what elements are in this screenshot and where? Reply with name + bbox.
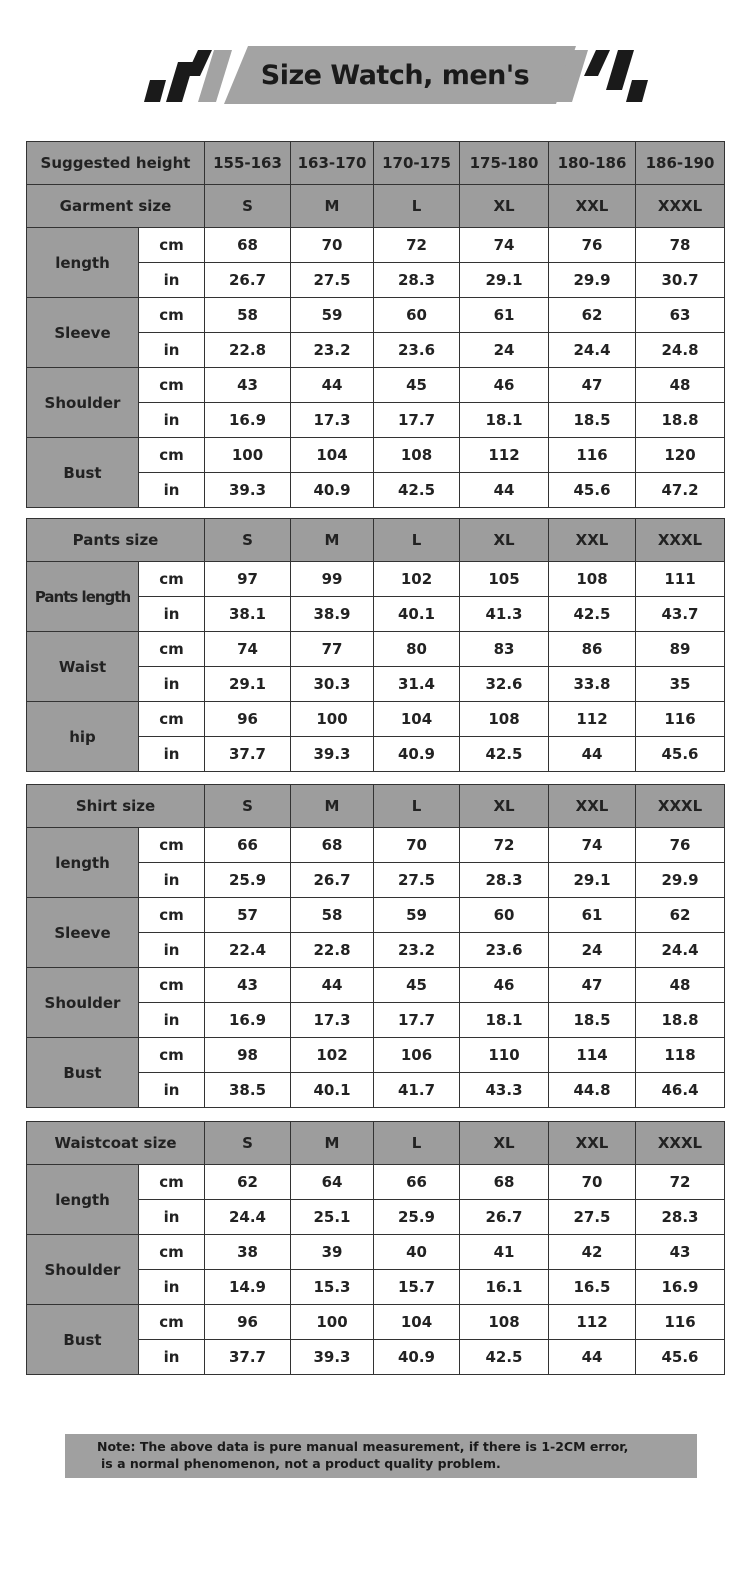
measure-value: 45 bbox=[374, 968, 460, 1003]
table-label: Waistcoat size bbox=[27, 1122, 205, 1165]
measure-value: 44 bbox=[549, 737, 636, 772]
unit-label: cm bbox=[139, 702, 205, 737]
measure-value: 108 bbox=[460, 1305, 549, 1340]
measure-value: 42.5 bbox=[460, 737, 549, 772]
measure-value: 108 bbox=[374, 438, 460, 473]
measure-value: 23.6 bbox=[374, 333, 460, 368]
measure-label: Shoulder bbox=[27, 368, 139, 438]
measure-value: 60 bbox=[374, 298, 460, 333]
unit-label: cm bbox=[139, 368, 205, 403]
measure-value: 28.3 bbox=[636, 1200, 725, 1235]
measure-value: 16.5 bbox=[549, 1270, 636, 1305]
size-heading: M bbox=[291, 1122, 374, 1165]
unit-label: cm bbox=[139, 1038, 205, 1073]
size-header-row bbox=[27, 1122, 725, 1165]
measure-value: 30.7 bbox=[636, 263, 725, 298]
measure-row bbox=[27, 632, 725, 667]
note-line-2: is a normal phenomenon, not a product quality problem. bbox=[101, 1456, 501, 1471]
measure-value: 14.9 bbox=[205, 1270, 291, 1305]
measure-value: 15.7 bbox=[374, 1270, 460, 1305]
measure-value: 44 bbox=[460, 473, 549, 508]
measure-value: 16.1 bbox=[460, 1270, 549, 1305]
measure-value: 26.7 bbox=[205, 263, 291, 298]
measure-value: 59 bbox=[291, 298, 374, 333]
measure-value: 37.7 bbox=[205, 737, 291, 772]
measure-value: 76 bbox=[549, 228, 636, 263]
measure-value: 24 bbox=[460, 333, 549, 368]
unit-label: in bbox=[139, 667, 205, 702]
measure-value: 68 bbox=[460, 1165, 549, 1200]
measure-value: 23.6 bbox=[460, 933, 549, 968]
measure-value: 42 bbox=[549, 1235, 636, 1270]
measure-value: 104 bbox=[374, 1305, 460, 1340]
measure-value: 44.8 bbox=[549, 1073, 636, 1108]
measure-row bbox=[27, 968, 725, 1003]
measure-value: 27.5 bbox=[549, 1200, 636, 1235]
unit-label: cm bbox=[139, 898, 205, 933]
measure-row bbox=[27, 828, 725, 863]
measure-value: 17.7 bbox=[374, 403, 460, 438]
measure-value: 25.1 bbox=[291, 1200, 374, 1235]
measure-value: 111 bbox=[636, 562, 725, 597]
size-heading: S bbox=[205, 1122, 291, 1165]
measure-value: 26.7 bbox=[291, 863, 374, 898]
measure-value: 26.7 bbox=[460, 1200, 549, 1235]
measure-value: 43 bbox=[636, 1235, 725, 1270]
measure-label: length bbox=[27, 228, 139, 298]
measure-value: 112 bbox=[549, 702, 636, 737]
unit-label: cm bbox=[139, 828, 205, 863]
measure-value: 59 bbox=[374, 898, 460, 933]
measure-row bbox=[27, 1235, 725, 1270]
measure-value: 39 bbox=[291, 1235, 374, 1270]
size-heading: XXXL bbox=[636, 185, 725, 228]
size-heading: L bbox=[374, 1122, 460, 1165]
size-header-row bbox=[27, 785, 725, 828]
measure-value: 38.1 bbox=[205, 597, 291, 632]
table-label: Shirt size bbox=[27, 785, 205, 828]
measure-value: 22.8 bbox=[291, 933, 374, 968]
size-heading: XXL bbox=[549, 785, 636, 828]
measure-value: 43 bbox=[205, 368, 291, 403]
measurement-note bbox=[65, 1434, 697, 1478]
measure-value: 28.3 bbox=[374, 263, 460, 298]
unit-label: in bbox=[139, 1073, 205, 1108]
unit-label: in bbox=[139, 1200, 205, 1235]
left-stripes-decoration bbox=[144, 50, 232, 102]
size-heading: XXL bbox=[549, 519, 636, 562]
size-table-4 bbox=[26, 1121, 725, 1375]
measure-value: 112 bbox=[460, 438, 549, 473]
size-header-row bbox=[27, 185, 725, 228]
size-header-row bbox=[27, 519, 725, 562]
measure-value: 43 bbox=[205, 968, 291, 1003]
measure-value: 99 bbox=[291, 562, 374, 597]
measure-row bbox=[27, 702, 725, 737]
measure-value: 70 bbox=[374, 828, 460, 863]
unit-label: in bbox=[139, 263, 205, 298]
measure-value: 100 bbox=[291, 1305, 374, 1340]
measure-value: 44 bbox=[549, 1340, 636, 1375]
measure-value: 110 bbox=[460, 1038, 549, 1073]
measure-value: 29.1 bbox=[205, 667, 291, 702]
size-heading: XXL bbox=[549, 1122, 636, 1165]
measure-value: 61 bbox=[460, 298, 549, 333]
measure-value: 31.4 bbox=[374, 667, 460, 702]
unit-label: cm bbox=[139, 1235, 205, 1270]
size-heading: S bbox=[205, 785, 291, 828]
measure-value: 40.9 bbox=[374, 737, 460, 772]
measure-value: 30.3 bbox=[291, 667, 374, 702]
size-heading: XL bbox=[460, 785, 549, 828]
unit-label: cm bbox=[139, 1305, 205, 1340]
measure-value: 39.3 bbox=[291, 737, 374, 772]
measure-row bbox=[27, 1038, 725, 1073]
unit-label: in bbox=[139, 403, 205, 438]
measure-row bbox=[27, 438, 725, 473]
size-heading: XXXL bbox=[636, 785, 725, 828]
measure-value: 72 bbox=[636, 1165, 725, 1200]
measure-value: 29.9 bbox=[549, 263, 636, 298]
measure-value: 74 bbox=[460, 228, 549, 263]
measure-value: 40.9 bbox=[291, 473, 374, 508]
measure-value: 29.1 bbox=[460, 263, 549, 298]
measure-value: 29.1 bbox=[549, 863, 636, 898]
measure-value: 45 bbox=[374, 368, 460, 403]
height-range: 175-180 bbox=[460, 142, 549, 185]
measure-value: 24.4 bbox=[205, 1200, 291, 1235]
measure-value: 37.7 bbox=[205, 1340, 291, 1375]
height-range: 155-163 bbox=[205, 142, 291, 185]
measure-value: 46.4 bbox=[636, 1073, 725, 1108]
measure-value: 78 bbox=[636, 228, 725, 263]
measure-value: 23.2 bbox=[374, 933, 460, 968]
measure-value: 96 bbox=[205, 1305, 291, 1340]
measure-value: 24 bbox=[549, 933, 636, 968]
measure-value: 76 bbox=[636, 828, 725, 863]
measure-value: 43.3 bbox=[460, 1073, 549, 1108]
unit-label: in bbox=[139, 333, 205, 368]
measure-value: 43.7 bbox=[636, 597, 725, 632]
measure-value: 18.1 bbox=[460, 403, 549, 438]
measure-value: 27.5 bbox=[291, 263, 374, 298]
measure-value: 47.2 bbox=[636, 473, 725, 508]
size-heading: M bbox=[291, 519, 374, 562]
measure-value: 102 bbox=[374, 562, 460, 597]
size-table-3 bbox=[26, 784, 725, 1108]
measure-label: length bbox=[27, 1165, 139, 1235]
measure-value: 120 bbox=[636, 438, 725, 473]
measure-value: 45.6 bbox=[636, 737, 725, 772]
measure-value: 74 bbox=[549, 828, 636, 863]
measure-value: 100 bbox=[205, 438, 291, 473]
measure-value: 70 bbox=[549, 1165, 636, 1200]
measure-value: 48 bbox=[636, 968, 725, 1003]
measure-value: 18.8 bbox=[636, 1003, 725, 1038]
measure-value: 38.9 bbox=[291, 597, 374, 632]
measure-value: 40.1 bbox=[374, 597, 460, 632]
measure-value: 23.2 bbox=[291, 333, 374, 368]
measure-value: 104 bbox=[374, 702, 460, 737]
measure-value: 45.6 bbox=[636, 1340, 725, 1375]
measure-value: 66 bbox=[205, 828, 291, 863]
measure-value: 72 bbox=[374, 228, 460, 263]
size-heading: XXL bbox=[549, 185, 636, 228]
measure-value: 38.5 bbox=[205, 1073, 291, 1108]
measure-label: Bust bbox=[27, 438, 139, 508]
measure-value: 44 bbox=[291, 968, 374, 1003]
right-stripes-decoration bbox=[554, 50, 648, 102]
measure-value: 60 bbox=[460, 898, 549, 933]
measure-value: 64 bbox=[291, 1165, 374, 1200]
measure-label: hip bbox=[27, 702, 139, 772]
measure-value: 40 bbox=[374, 1235, 460, 1270]
measure-value: 57 bbox=[205, 898, 291, 933]
size-heading: S bbox=[205, 185, 291, 228]
measure-value: 116 bbox=[636, 1305, 725, 1340]
measure-value: 98 bbox=[205, 1038, 291, 1073]
unit-label: cm bbox=[139, 1165, 205, 1200]
height-range: 186-190 bbox=[636, 142, 725, 185]
measure-value: 102 bbox=[291, 1038, 374, 1073]
measure-value: 41 bbox=[460, 1235, 549, 1270]
measure-label: Sleeve bbox=[27, 298, 139, 368]
measure-value: 29.9 bbox=[636, 863, 725, 898]
size-heading: XXXL bbox=[636, 519, 725, 562]
measure-value: 114 bbox=[549, 1038, 636, 1073]
measure-value: 27.5 bbox=[374, 863, 460, 898]
unit-label: in bbox=[139, 737, 205, 772]
measure-value: 72 bbox=[460, 828, 549, 863]
unit-label: cm bbox=[139, 968, 205, 1003]
measure-value: 39.3 bbox=[205, 473, 291, 508]
size-heading: L bbox=[374, 185, 460, 228]
measure-value: 108 bbox=[549, 562, 636, 597]
measure-row bbox=[27, 298, 725, 333]
measure-value: 32.6 bbox=[460, 667, 549, 702]
measure-value: 17.3 bbox=[291, 403, 374, 438]
measure-value: 47 bbox=[549, 368, 636, 403]
measure-value: 35 bbox=[636, 667, 725, 702]
measure-row bbox=[27, 1305, 725, 1340]
measure-value: 39.3 bbox=[291, 1340, 374, 1375]
measure-value: 16.9 bbox=[205, 403, 291, 438]
measure-value: 106 bbox=[374, 1038, 460, 1073]
measure-value: 28.3 bbox=[460, 863, 549, 898]
measure-label: Sleeve bbox=[27, 898, 139, 968]
height-range: 170-175 bbox=[374, 142, 460, 185]
unit-label: cm bbox=[139, 298, 205, 333]
size-heading: M bbox=[291, 785, 374, 828]
size-table-1 bbox=[26, 141, 725, 508]
measure-value: 80 bbox=[374, 632, 460, 667]
measure-value: 46 bbox=[460, 368, 549, 403]
size-heading: XL bbox=[460, 1122, 549, 1165]
measure-value: 22.4 bbox=[205, 933, 291, 968]
measure-row bbox=[27, 898, 725, 933]
measure-value: 58 bbox=[291, 898, 374, 933]
suggested-height-row bbox=[27, 142, 725, 185]
note-line-1: Note: The above data is pure manual measurement, if there is 1-2CM error, bbox=[97, 1439, 629, 1454]
measure-value: 47 bbox=[549, 968, 636, 1003]
measure-label: Shoulder bbox=[27, 1235, 139, 1305]
measure-value: 116 bbox=[549, 438, 636, 473]
measure-value: 15.3 bbox=[291, 1270, 374, 1305]
unit-label: cm bbox=[139, 438, 205, 473]
measure-row bbox=[27, 1165, 725, 1200]
table-label: Garment size bbox=[27, 185, 205, 228]
size-heading: XXXL bbox=[636, 1122, 725, 1165]
measure-row bbox=[27, 562, 725, 597]
measure-value: 24.8 bbox=[636, 333, 725, 368]
measure-label: Bust bbox=[27, 1305, 139, 1375]
measure-label: Waist bbox=[27, 632, 139, 702]
measure-value: 74 bbox=[205, 632, 291, 667]
unit-label: cm bbox=[139, 632, 205, 667]
measure-value: 25.9 bbox=[205, 863, 291, 898]
measure-value: 48 bbox=[636, 368, 725, 403]
measure-row bbox=[27, 368, 725, 403]
measure-value: 100 bbox=[291, 702, 374, 737]
size-heading: S bbox=[205, 519, 291, 562]
unit-label: in bbox=[139, 1270, 205, 1305]
unit-label: in bbox=[139, 1003, 205, 1038]
measure-value: 18.1 bbox=[460, 1003, 549, 1038]
measure-value: 105 bbox=[460, 562, 549, 597]
measure-value: 18.5 bbox=[549, 1003, 636, 1038]
unit-label: in bbox=[139, 863, 205, 898]
measure-value: 22.8 bbox=[205, 333, 291, 368]
measure-value: 16.9 bbox=[205, 1003, 291, 1038]
measure-value: 118 bbox=[636, 1038, 725, 1073]
measure-value: 86 bbox=[549, 632, 636, 667]
unit-label: in bbox=[139, 1340, 205, 1375]
measure-value: 70 bbox=[291, 228, 374, 263]
size-heading: M bbox=[291, 185, 374, 228]
measure-value: 62 bbox=[636, 898, 725, 933]
measure-value: 42.5 bbox=[549, 597, 636, 632]
measure-value: 83 bbox=[460, 632, 549, 667]
measure-value: 45.6 bbox=[549, 473, 636, 508]
measure-value: 61 bbox=[549, 898, 636, 933]
measure-value: 62 bbox=[205, 1165, 291, 1200]
measure-value: 18.8 bbox=[636, 403, 725, 438]
unit-label: cm bbox=[139, 562, 205, 597]
measure-value: 97 bbox=[205, 562, 291, 597]
unit-label: cm bbox=[139, 228, 205, 263]
table-label: Pants size bbox=[27, 519, 205, 562]
measure-value: 108 bbox=[460, 702, 549, 737]
measure-label: length bbox=[27, 828, 139, 898]
measure-value: 41.7 bbox=[374, 1073, 460, 1108]
measure-value: 17.7 bbox=[374, 1003, 460, 1038]
size-heading: XL bbox=[460, 519, 549, 562]
size-heading: L bbox=[374, 785, 460, 828]
measure-value: 112 bbox=[549, 1305, 636, 1340]
measure-value: 42.5 bbox=[460, 1340, 549, 1375]
measure-value: 33.8 bbox=[549, 667, 636, 702]
measure-value: 96 bbox=[205, 702, 291, 737]
size-heading: L bbox=[374, 519, 460, 562]
height-range: 163-170 bbox=[291, 142, 374, 185]
measure-value: 40.9 bbox=[374, 1340, 460, 1375]
unit-label: in bbox=[139, 933, 205, 968]
measure-row bbox=[27, 228, 725, 263]
page-title: Size Watch, men's bbox=[260, 59, 530, 91]
height-range: 180-186 bbox=[549, 142, 636, 185]
measure-label: Bust bbox=[27, 1038, 139, 1108]
size-heading: XL bbox=[460, 185, 549, 228]
measure-value: 58 bbox=[205, 298, 291, 333]
measure-value: 41.3 bbox=[460, 597, 549, 632]
unit-label: in bbox=[139, 473, 205, 508]
size-table-2 bbox=[26, 518, 725, 772]
measure-value: 62 bbox=[549, 298, 636, 333]
unit-label: in bbox=[139, 597, 205, 632]
measure-value: 66 bbox=[374, 1165, 460, 1200]
suggested-height-label: Suggested height bbox=[27, 142, 205, 185]
measure-value: 38 bbox=[205, 1235, 291, 1270]
measure-label: Shoulder bbox=[27, 968, 139, 1038]
measure-value: 40.1 bbox=[291, 1073, 374, 1108]
measure-value: 116 bbox=[636, 702, 725, 737]
measure-value: 77 bbox=[291, 632, 374, 667]
measure-value: 68 bbox=[291, 828, 374, 863]
measure-value: 104 bbox=[291, 438, 374, 473]
measure-value: 63 bbox=[636, 298, 725, 333]
measure-value: 24.4 bbox=[549, 333, 636, 368]
measure-value: 17.3 bbox=[291, 1003, 374, 1038]
measure-value: 25.9 bbox=[374, 1200, 460, 1235]
measure-value: 44 bbox=[291, 368, 374, 403]
measure-value: 42.5 bbox=[374, 473, 460, 508]
measure-value: 24.4 bbox=[636, 933, 725, 968]
measure-value: 89 bbox=[636, 632, 725, 667]
measure-label: Pants length bbox=[27, 562, 139, 632]
measure-value: 18.5 bbox=[549, 403, 636, 438]
measure-value: 16.9 bbox=[636, 1270, 725, 1305]
measure-value: 46 bbox=[460, 968, 549, 1003]
measure-value: 68 bbox=[205, 228, 291, 263]
